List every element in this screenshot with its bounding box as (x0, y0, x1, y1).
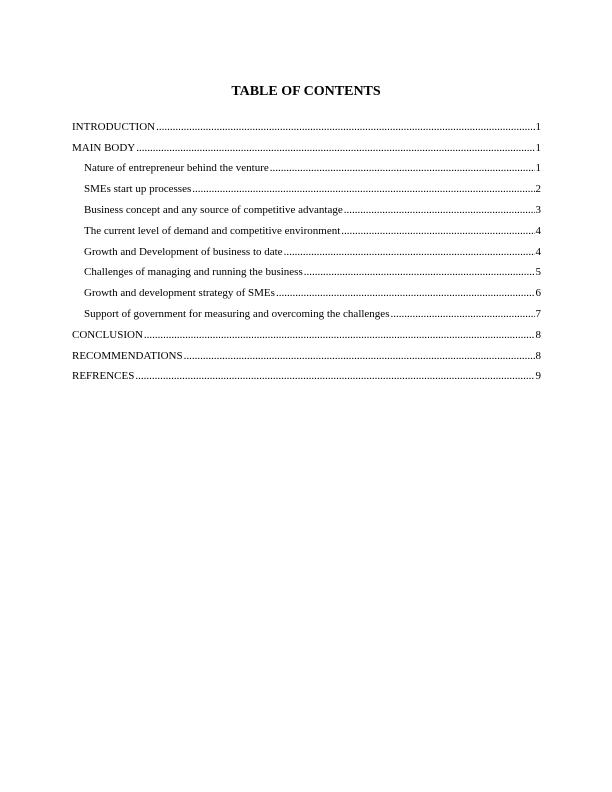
toc-page-number: 2 (535, 183, 541, 196)
toc-entry-conclusion[interactable] (72, 321, 541, 342)
toc-entry-demand-competitive[interactable] (72, 217, 541, 238)
toc-dot-leader (184, 350, 535, 363)
toc-entry-recommendations[interactable] (72, 342, 541, 363)
toc-entry-challenges-managing[interactable] (72, 259, 541, 280)
toc-dot-leader (192, 183, 534, 196)
toc-dot-leader (135, 370, 534, 383)
toc-list (72, 113, 541, 383)
toc-entry-label: RECOMMENDATIONS (72, 349, 183, 362)
toc-page-number: 3 (535, 203, 541, 216)
toc-dot-leader (144, 329, 535, 342)
toc-page-number: 7 (535, 307, 541, 320)
toc-page-number: 1 (535, 162, 541, 175)
toc-entry-label: Business concept and any source of competitive advantage (84, 203, 343, 216)
toc-entry-label: Growth and Development of business to date (84, 245, 283, 258)
toc-entry-government-support[interactable] (72, 300, 541, 321)
toc-entry-label: Support of government for measuring and overcoming the challenges (84, 307, 390, 320)
toc-page-number: 1 (535, 120, 541, 133)
toc-entry-label: CONCLUSION (72, 328, 143, 341)
toc-entry-smes-start-up[interactable] (72, 175, 541, 196)
toc-page-number: 1 (535, 141, 541, 154)
toc-entry-growth-strategy[interactable] (72, 279, 541, 300)
toc-dot-leader (284, 246, 535, 259)
toc-entry-growth-development-date[interactable] (72, 238, 541, 259)
toc-dot-leader (344, 204, 535, 217)
toc-page-number: 6 (535, 287, 541, 300)
toc-entry-nature-of-entrepreneur[interactable] (72, 155, 541, 176)
toc-entry-label: REFRENCES (72, 370, 135, 383)
toc-entry-label: MAIN BODY (72, 141, 136, 154)
toc-entry-refrences[interactable] (72, 363, 541, 384)
toc-entry-introduction[interactable] (72, 113, 541, 134)
toc-dot-leader (276, 287, 535, 300)
toc-entry-label: INTRODUCTION (72, 120, 156, 133)
toc-page-number: 4 (535, 245, 541, 258)
toc-page-number: 8 (535, 349, 541, 362)
toc-dot-leader (341, 225, 534, 238)
toc-page-number: 8 (535, 328, 541, 341)
toc-page-number: 4 (535, 224, 541, 237)
toc-page-number: 9 (535, 370, 541, 383)
toc-page-number: 5 (535, 266, 541, 279)
toc-entry-main-body[interactable] (72, 134, 541, 155)
toc-entry-business-concept[interactable] (72, 196, 541, 217)
toc-title: TABLE OF CONTENTS (231, 84, 381, 99)
toc-entry-label: Growth and development strategy of SMEs (84, 287, 275, 300)
toc-dot-leader (270, 162, 535, 175)
toc-entry-label: Nature of entrepreneur behind the venture (84, 162, 269, 175)
toc-entry-label: The current level of demand and competitive environment (84, 224, 341, 237)
toc-dot-leader (136, 142, 534, 155)
toc-dot-leader (390, 308, 534, 321)
toc-entry-label: Challenges of managing and running the business (84, 266, 303, 279)
toc-dot-leader (304, 266, 535, 279)
toc-entry-label: SMEs start up processes (84, 183, 192, 196)
toc-dot-leader (156, 121, 534, 134)
